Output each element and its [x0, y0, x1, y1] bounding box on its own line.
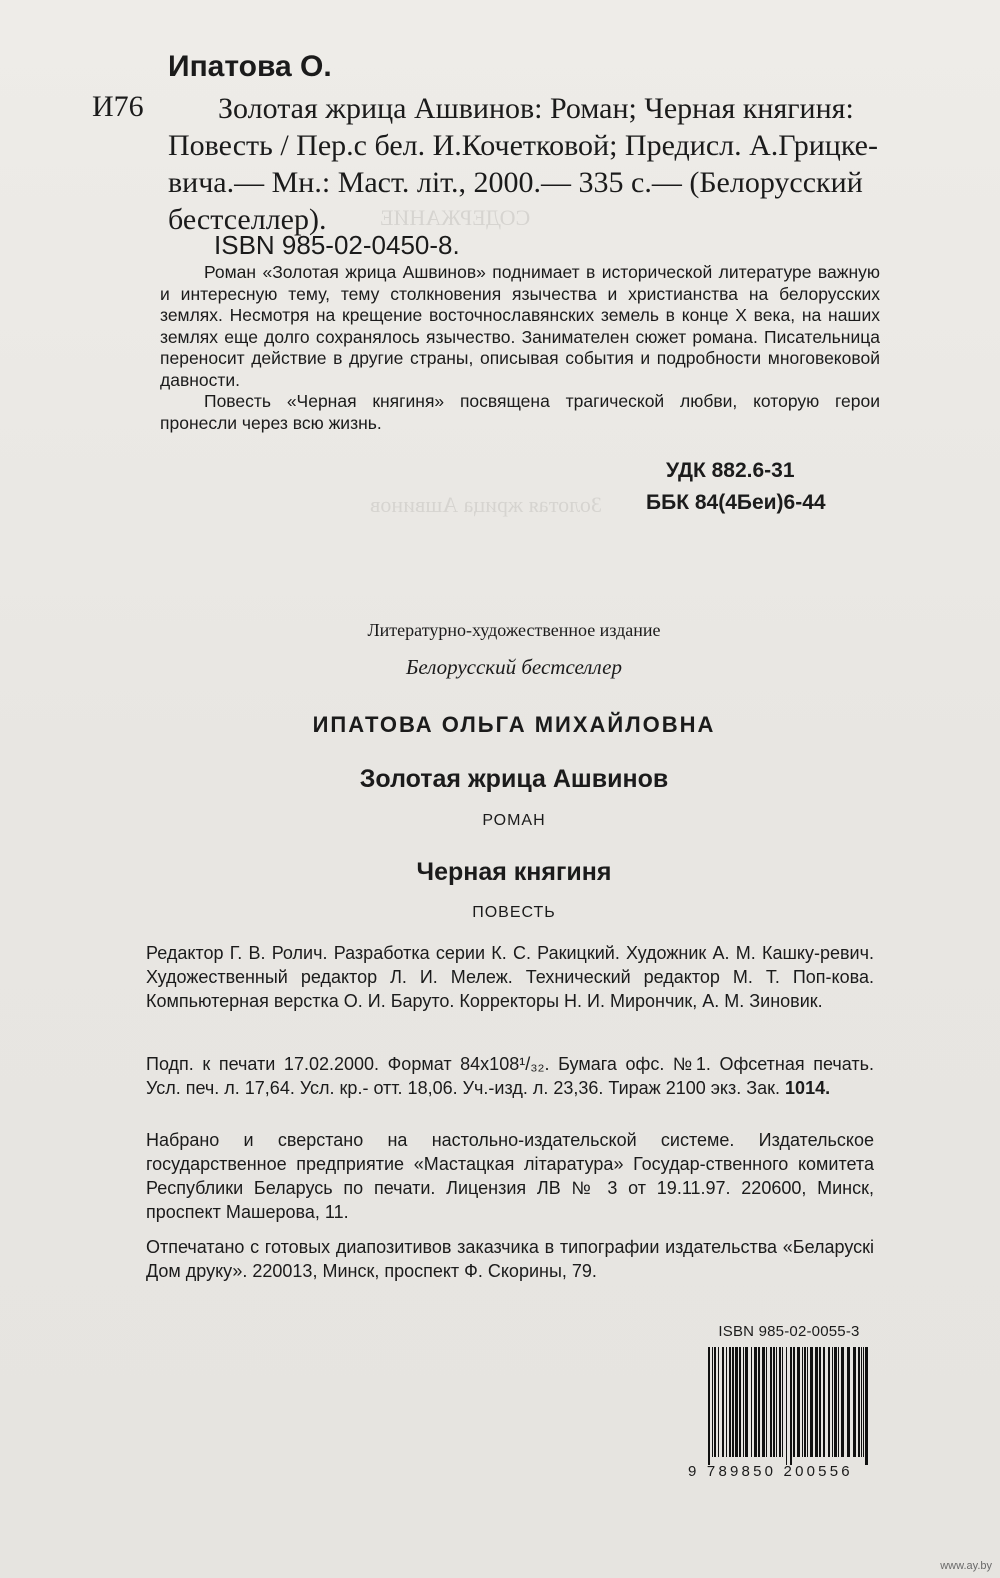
- credits-paragraph: Редактор Г. В. Ролич. Разработка серии К. С. Ракицкий. Художник А. М. Кашку-ревич. Художественный редактор Л. И. Мележ. Технический редактор М. Т. Поп-кова. Компьютерная верстка О. И. Баруто. Корректоры Н. И. Мирончик, А. М. Зиновик.: [146, 943, 874, 1011]
- description-line-2: Повесть / Пер.с бел. И.Кочетковой; Предисл. А.Грицке-: [168, 129, 878, 162]
- description-line-4: бестселлер).: [168, 203, 327, 236]
- barcode-isbn-label: ISBN 985-02-0055-3: [718, 1323, 860, 1340]
- bleed-through-text: Золотая жрица Ашвинов: [370, 492, 602, 517]
- bbk-code: ББК 84(4Беи)6-44: [646, 491, 826, 514]
- novel-title: Золотая жрица Ашвинов: [359, 765, 669, 793]
- description-line-1: Золотая жрица Ашвинов: Роман; Черная княгиня:: [218, 92, 854, 125]
- annotation: [160, 262, 880, 434]
- isbn-barcode: [688, 1323, 872, 1483]
- bibliographic-description: [168, 90, 886, 238]
- printer-paragraph: Отпечатано с готовых диапозитивов заказчика в типографии издательства «Беларускі Дом друку». 220013, Минск, проспект Ф. Скорины, 79.: [146, 1237, 874, 1281]
- barcode-digits: 9 789850 200556: [688, 1463, 853, 1480]
- print-info-paragraph: [146, 1052, 874, 1100]
- udk-code: УДК 882.6-31: [666, 459, 795, 482]
- novella-title: Черная княгиня: [416, 858, 612, 886]
- description-line-3: вича.— Мн.: Маст. літ., 2000.— 335 с.— (Белорусский: [168, 166, 863, 199]
- annotation-paragraph-2: Повесть «Черная княгиня» посвящена трагической любви, которую герои пронесли через всю жизнь.: [160, 391, 880, 433]
- isbn-main: ISBN 985-02-0450-8.: [214, 230, 460, 260]
- order-number: 1014.: [785, 1078, 831, 1098]
- edition-type: Литературно-художественное издание: [367, 620, 661, 640]
- novel-genre: РОМАН: [482, 812, 546, 829]
- production-paragraph: Набрано и сверстано на настольно-издательской системе. Издательское государственное предприятие «Мастацкая літаратура» Государ-ственного комитета Республики Беларусь по печати. Лицензия ЛВ № 3 от 19.11.97. 220600, Минск, проспект Машерова, 11.: [146, 1130, 874, 1222]
- novella-genre: ПОВЕСТЬ: [472, 904, 556, 921]
- annotation-paragraph-1: Роман «Золотая жрица Ашвинов» поднимает в исторической литературе важную и интересную тему, тему столкновения язычества и христианства на белорусских землях. Несмотря на крещение восточнославянских земель в конце X века, на наших землях еще долго сохранялось язычество. Занимателен сюжет романа. Писательница переносит действие в другие страны, описывая события и подробности многовековой давности.: [160, 262, 880, 390]
- barcode-bars-graphic: [706, 1347, 872, 1465]
- print-info-text: Подп. к печати 17.02.2000. Формат 84х108¹/₃₂. Бумага офс. №1. Офсетная печать. Усл. печ. л. 17,64. Усл. кр.- отт. 18,06. Уч.-изд. л. 23,36. Тираж 2100 экз. Зак.: [146, 1054, 874, 1098]
- author-code-index: И76: [92, 90, 144, 123]
- site-watermark: www.ay.by: [940, 1560, 992, 1572]
- bleed-through-text: СОДЕРЖАНИЕ: [380, 205, 531, 230]
- full-author-name: ИПАТОВА ОЛЬГА МИХАЙЛОВНА: [312, 712, 716, 737]
- author-short: Ипатова О.: [168, 50, 332, 83]
- series-name: Белорусский бестселлер: [406, 655, 622, 679]
